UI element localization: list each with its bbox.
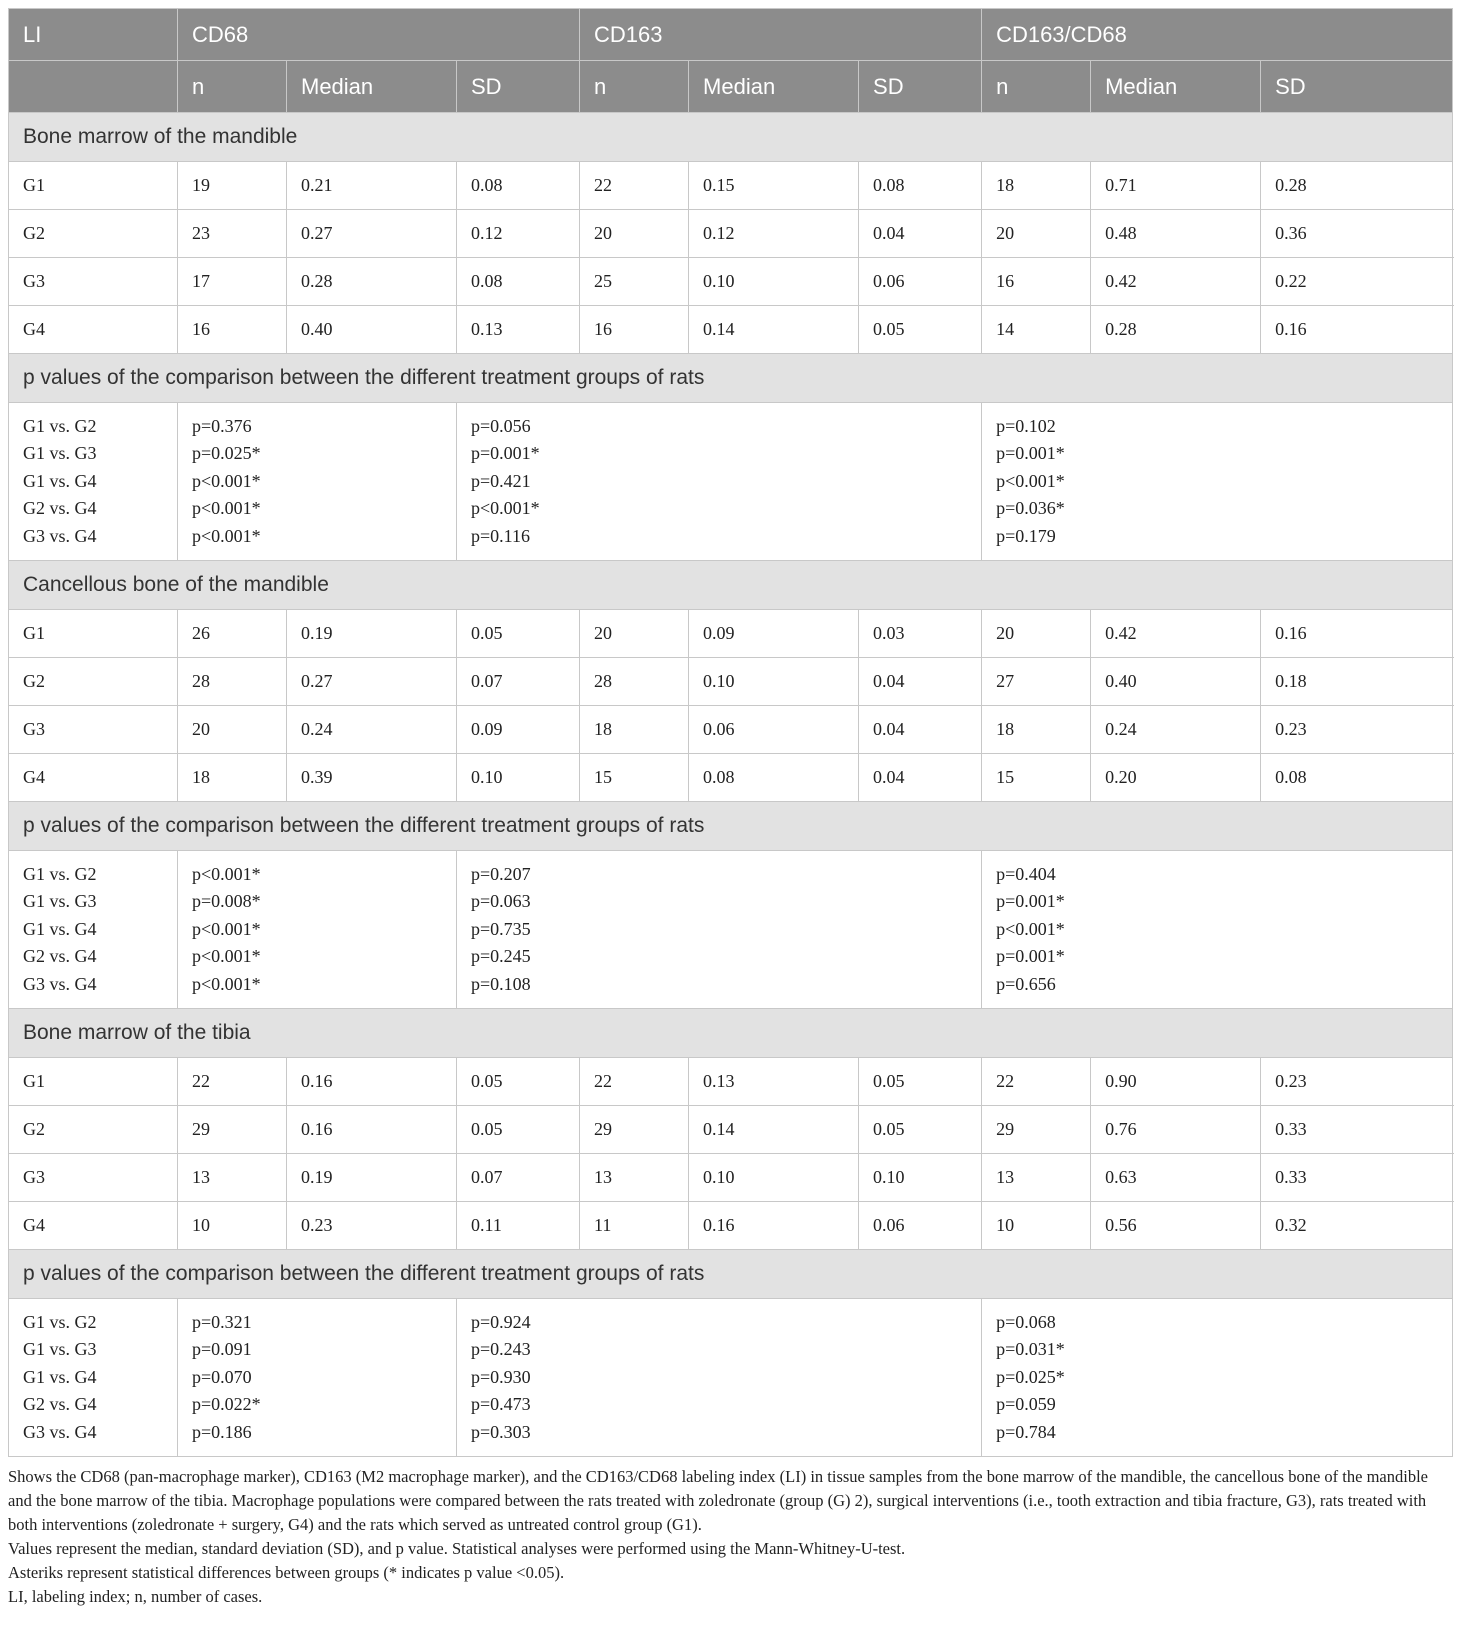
table-cell: 22 xyxy=(982,1058,1091,1106)
table-cell: 0.10 xyxy=(859,1154,982,1202)
table-cell: 0.07 xyxy=(457,658,580,706)
p-cd68-line: p=0.321 xyxy=(192,1311,252,1332)
p-cd163-line: p=0.473 xyxy=(471,1394,531,1415)
p-cd163-line: p=0.245 xyxy=(471,946,531,967)
p-ratio-line: p=0.102 xyxy=(996,415,1056,436)
table-cell: 0.09 xyxy=(689,610,859,658)
table-cell: 0.08 xyxy=(689,754,859,802)
table-cell: 18 xyxy=(982,706,1091,754)
header-n: n xyxy=(580,61,689,113)
table-row xyxy=(9,610,1453,658)
table-cell: 0.16 xyxy=(689,1202,859,1250)
table-cell: 0.13 xyxy=(689,1058,859,1106)
comparison-line: G2 vs. G4 xyxy=(23,498,97,519)
table-cell: 0.16 xyxy=(1261,306,1453,354)
table-cell: 0.14 xyxy=(689,306,859,354)
header-cd163-cd68: CD163/CD68 xyxy=(982,9,1453,61)
p-cd68-line: p<0.001* xyxy=(192,918,261,939)
p-cd68-line: p<0.001* xyxy=(192,863,261,884)
group-label: G2 xyxy=(9,1106,178,1154)
table-cell: 28 xyxy=(178,658,287,706)
p-ratio-line: p=0.068 xyxy=(996,1311,1056,1332)
table-cell: 0.10 xyxy=(457,754,580,802)
table-cell: 16 xyxy=(982,258,1091,306)
p-cd68-line: p=0.070 xyxy=(192,1366,252,1387)
p-cd163-line: p=0.063 xyxy=(471,891,531,912)
comparison-line: G3 vs. G4 xyxy=(23,973,97,994)
p-cd163-cell xyxy=(457,851,982,1009)
table-cell: 0.22 xyxy=(1261,258,1453,306)
comparison-line: G1 vs. G4 xyxy=(23,470,97,491)
p-cd163-line: p=0.001* xyxy=(471,443,540,464)
table-row xyxy=(9,754,1453,802)
table-cell: 0.14 xyxy=(689,1106,859,1154)
table-row xyxy=(9,162,1453,210)
table-cell: 0.39 xyxy=(287,754,457,802)
table-cell: 16 xyxy=(178,306,287,354)
header-median: Median xyxy=(1091,61,1261,113)
table-cell: 0.10 xyxy=(689,258,859,306)
table-cell: 0.16 xyxy=(287,1058,457,1106)
table-cell: 22 xyxy=(580,162,689,210)
header-median: Median xyxy=(689,61,859,113)
comparison-line: G1 vs. G3 xyxy=(23,443,97,464)
header-sd: SD xyxy=(1261,61,1453,113)
p-cd68-line: p=0.025* xyxy=(192,443,261,464)
table-cell: 19 xyxy=(178,162,287,210)
p-cd68-cell xyxy=(178,851,457,1009)
table-cell: 0.05 xyxy=(457,610,580,658)
header-row-subcolumns xyxy=(9,61,1453,113)
table-cell: 20 xyxy=(178,706,287,754)
table-cell: 29 xyxy=(982,1106,1091,1154)
table-cell: 0.05 xyxy=(859,1058,982,1106)
table-cell: 0.19 xyxy=(287,610,457,658)
table-row xyxy=(9,306,1453,354)
table-cell: 0.09 xyxy=(457,706,580,754)
comparison-line: G2 vs. G4 xyxy=(23,946,97,967)
p-ratio-line: p=0.025* xyxy=(996,1366,1065,1387)
table-cell: 14 xyxy=(982,306,1091,354)
table-cell: 13 xyxy=(982,1154,1091,1202)
p-cd68-line: p<0.001* xyxy=(192,973,261,994)
header-n: n xyxy=(178,61,287,113)
comparison-line: G1 vs. G4 xyxy=(23,918,97,939)
table-cell: 0.24 xyxy=(287,706,457,754)
table-cell: 0.20 xyxy=(1091,754,1261,802)
header-n: n xyxy=(982,61,1091,113)
table-cell: 20 xyxy=(982,210,1091,258)
table-cell: 0.76 xyxy=(1091,1106,1261,1154)
table-cell: 0.24 xyxy=(1091,706,1261,754)
group-label: G1 xyxy=(9,610,178,658)
p-cd163-cell xyxy=(457,1299,982,1457)
p-cd163-line: p=0.735 xyxy=(471,918,531,939)
p-ratio-line: p=0.036* xyxy=(996,498,1065,519)
table-cell: 0.12 xyxy=(689,210,859,258)
table-cell: 0.08 xyxy=(859,162,982,210)
table-row xyxy=(9,1106,1453,1154)
p-cd163-cell xyxy=(457,403,982,561)
comparison-line: G1 vs. G2 xyxy=(23,1311,97,1332)
p-ratio-cell xyxy=(982,403,1453,561)
header-cd163: CD163 xyxy=(580,9,982,61)
p-values-title: p values of the comparison between the different treatment groups of rats xyxy=(9,802,1453,851)
table-cell: 0.03 xyxy=(859,610,982,658)
table-cell: 0.13 xyxy=(457,306,580,354)
p-ratio-line: p=0.179 xyxy=(996,525,1056,546)
group-label: G4 xyxy=(9,1202,178,1250)
table-cell: 0.63 xyxy=(1091,1154,1261,1202)
table-cell: 0.08 xyxy=(457,162,580,210)
comparison-cell xyxy=(9,403,178,561)
header-median: Median xyxy=(287,61,457,113)
header-sd: SD xyxy=(457,61,580,113)
group-label: G1 xyxy=(9,1058,178,1106)
table-cell: 0.06 xyxy=(859,1202,982,1250)
footnote: LI, labeling index; n, number of cases. xyxy=(8,1587,263,1606)
table-cell: 0.71 xyxy=(1091,162,1261,210)
table-cell: 0.28 xyxy=(287,258,457,306)
p-values-row xyxy=(9,403,1453,561)
p-ratio-line: p=0.001* xyxy=(996,891,1065,912)
table-cell: 20 xyxy=(982,610,1091,658)
header-cd68: CD68 xyxy=(178,9,580,61)
p-cd163-line: p=0.421 xyxy=(471,470,531,491)
p-cd163-line: p=0.924 xyxy=(471,1311,531,1332)
p-cd68-cell xyxy=(178,1299,457,1457)
table-cell: 0.15 xyxy=(689,162,859,210)
section-header-row xyxy=(9,1009,1453,1058)
p-cd163-line: p=0.056 xyxy=(471,415,531,436)
table-cell: 0.11 xyxy=(457,1202,580,1250)
table-cell: 0.10 xyxy=(689,1154,859,1202)
p-values-header-row xyxy=(9,802,1453,851)
table-cell: 18 xyxy=(580,706,689,754)
p-ratio-line: p<0.001* xyxy=(996,918,1065,939)
table-cell: 15 xyxy=(982,754,1091,802)
section-title: Cancellous bone of the mandible xyxy=(9,561,1453,610)
table-cell: 10 xyxy=(982,1202,1091,1250)
table-cell: 22 xyxy=(580,1058,689,1106)
table-cell: 0.10 xyxy=(689,658,859,706)
table-cell: 0.04 xyxy=(859,210,982,258)
p-cd163-line: p=0.116 xyxy=(471,525,530,546)
p-cd68-line: p=0.022* xyxy=(192,1394,261,1415)
table-cell: 0.42 xyxy=(1091,258,1261,306)
table-cell: 0.33 xyxy=(1261,1154,1453,1202)
table-container xyxy=(8,8,1452,1609)
table-footnotes xyxy=(8,1465,1452,1609)
table-row xyxy=(9,258,1453,306)
comparison-line: G3 vs. G4 xyxy=(23,525,97,546)
table-cell: 0.23 xyxy=(1261,706,1453,754)
table-cell: 0.05 xyxy=(859,1106,982,1154)
p-cd68-line: p<0.001* xyxy=(192,470,261,491)
table-cell: 22 xyxy=(178,1058,287,1106)
table-row xyxy=(9,1154,1453,1202)
table-cell: 0.08 xyxy=(457,258,580,306)
section-title: Bone marrow of the mandible xyxy=(9,113,1453,162)
table-body xyxy=(9,113,1453,1457)
p-values-header-row xyxy=(9,354,1453,403)
comparison-line: G3 vs. G4 xyxy=(23,1421,97,1442)
comparison-cell xyxy=(9,1299,178,1457)
p-cd68-line: p=0.376 xyxy=(192,415,252,436)
table-cell: 28 xyxy=(580,658,689,706)
header-li: LI xyxy=(9,9,178,61)
table-cell: 26 xyxy=(178,610,287,658)
table-cell: 0.07 xyxy=(457,1154,580,1202)
section-header-row xyxy=(9,113,1453,162)
section-header-row xyxy=(9,561,1453,610)
table-cell: 0.05 xyxy=(457,1106,580,1154)
p-values-header-row xyxy=(9,1250,1453,1299)
header-sd: SD xyxy=(859,61,982,113)
table-cell: 0.42 xyxy=(1091,610,1261,658)
table-cell: 0.27 xyxy=(287,658,457,706)
p-values-row xyxy=(9,1299,1453,1457)
p-cd163-line: p=0.930 xyxy=(471,1366,531,1387)
table-cell: 0.05 xyxy=(457,1058,580,1106)
table-cell: 0.33 xyxy=(1261,1106,1453,1154)
table-cell: 0.40 xyxy=(287,306,457,354)
table-cell: 27 xyxy=(982,658,1091,706)
table-cell: 0.18 xyxy=(1261,658,1453,706)
results-table xyxy=(8,8,1453,1457)
p-ratio-line: p=0.784 xyxy=(996,1421,1056,1442)
table-cell: 0.56 xyxy=(1091,1202,1261,1250)
p-ratio-line: p=0.001* xyxy=(996,946,1065,967)
p-cd163-line: p=0.243 xyxy=(471,1339,531,1360)
table-cell: 0.16 xyxy=(287,1106,457,1154)
p-cd68-line: p=0.186 xyxy=(192,1421,252,1442)
p-ratio-cell xyxy=(982,851,1453,1009)
table-cell: 0.32 xyxy=(1261,1202,1453,1250)
comparison-line: G1 vs. G2 xyxy=(23,863,97,884)
footnote: Asteriks represent statistical differences between groups (* indicates p value <0.05). xyxy=(8,1563,565,1582)
group-label: G1 xyxy=(9,162,178,210)
p-ratio-line: p=0.404 xyxy=(996,863,1056,884)
table-cell: 13 xyxy=(178,1154,287,1202)
table-cell: 18 xyxy=(982,162,1091,210)
table-cell: 18 xyxy=(178,754,287,802)
group-label: G2 xyxy=(9,658,178,706)
comparison-cell xyxy=(9,851,178,1009)
table-cell: 0.28 xyxy=(1091,306,1261,354)
footnote: Values represent the median, standard deviation (SD), and p value. Statistical analyses were performed using the Mann-Whitney-U-test. xyxy=(8,1539,906,1558)
table-cell: 0.06 xyxy=(859,258,982,306)
table-cell: 15 xyxy=(580,754,689,802)
comparison-line: G1 vs. G3 xyxy=(23,1339,97,1360)
table-row xyxy=(9,1058,1453,1106)
table-cell: 17 xyxy=(178,258,287,306)
p-values-row xyxy=(9,851,1453,1009)
table-cell: 0.27 xyxy=(287,210,457,258)
table-cell: 13 xyxy=(580,1154,689,1202)
table-row xyxy=(9,1202,1453,1250)
group-label: G3 xyxy=(9,1154,178,1202)
p-cd68-line: p=0.008* xyxy=(192,891,261,912)
p-ratio-line: p<0.001* xyxy=(996,470,1065,491)
table-cell: 0.04 xyxy=(859,754,982,802)
table-cell: 0.19 xyxy=(287,1154,457,1202)
group-label: G4 xyxy=(9,754,178,802)
table-row xyxy=(9,210,1453,258)
table-cell: 25 xyxy=(580,258,689,306)
p-ratio-line: p=0.001* xyxy=(996,443,1065,464)
table-cell: 0.23 xyxy=(287,1202,457,1250)
table-cell: 20 xyxy=(580,610,689,658)
p-cd68-line: p<0.001* xyxy=(192,525,261,546)
group-label: G2 xyxy=(9,210,178,258)
table-cell: 10 xyxy=(178,1202,287,1250)
p-cd163-line: p=0.207 xyxy=(471,863,531,884)
table-cell: 0.04 xyxy=(859,658,982,706)
p-ratio-line: p=0.031* xyxy=(996,1339,1065,1360)
header-empty xyxy=(9,61,178,113)
table-cell: 0.12 xyxy=(457,210,580,258)
table-cell: 16 xyxy=(580,306,689,354)
p-cd68-line: p<0.001* xyxy=(192,498,261,519)
header-row-groups xyxy=(9,9,1453,61)
comparison-line: G1 vs. G4 xyxy=(23,1366,97,1387)
p-ratio-line: p=0.656 xyxy=(996,973,1056,994)
p-cd68-cell xyxy=(178,403,457,561)
p-ratio-cell xyxy=(982,1299,1453,1457)
table-cell: 0.23 xyxy=(1261,1058,1453,1106)
table-cell: 0.90 xyxy=(1091,1058,1261,1106)
p-values-title: p values of the comparison between the different treatment groups of rats xyxy=(9,354,1453,403)
p-cd163-line: p=0.108 xyxy=(471,973,531,994)
p-ratio-line: p=0.059 xyxy=(996,1394,1056,1415)
table-cell: 29 xyxy=(178,1106,287,1154)
table-cell: 0.08 xyxy=(1261,754,1453,802)
table-cell: 0.48 xyxy=(1091,210,1261,258)
group-label: G3 xyxy=(9,258,178,306)
table-cell: 0.05 xyxy=(859,306,982,354)
table-row xyxy=(9,658,1453,706)
comparison-line: G1 vs. G2 xyxy=(23,415,97,436)
footnote: Shows the CD68 (pan-macrophage marker), CD163 (M2 macrophage marker), and the CD163/CD68 labeling index (LI) in tissue samples from the bone marrow of the mandible, the cancellous bone of the mandible and the bone marrow of the tibia. Macrophage populations were compared between the rats treated with zoledronate (group (G) 2), surgical interventions (i.e., tooth extraction and tibia fracture, G3), rats treated with both interventions (zoledronate + surgery, G4) and the rats which served as untreated control group (G1). xyxy=(8,1467,1428,1534)
table-cell: 0.28 xyxy=(1261,162,1453,210)
table-cell: 0.40 xyxy=(1091,658,1261,706)
table-cell: 29 xyxy=(580,1106,689,1154)
group-label: G3 xyxy=(9,706,178,754)
comparison-line: G2 vs. G4 xyxy=(23,1394,97,1415)
p-cd68-line: p=0.091 xyxy=(192,1339,252,1360)
comparison-line: G1 vs. G3 xyxy=(23,891,97,912)
p-cd163-line: p=0.303 xyxy=(471,1421,531,1442)
table-cell: 20 xyxy=(580,210,689,258)
section-title: Bone marrow of the tibia xyxy=(9,1009,1453,1058)
p-cd68-line: p<0.001* xyxy=(192,946,261,967)
table-cell: 0.06 xyxy=(689,706,859,754)
table-cell: 11 xyxy=(580,1202,689,1250)
table-cell: 0.16 xyxy=(1261,610,1453,658)
table-cell: 23 xyxy=(178,210,287,258)
table-cell: 0.04 xyxy=(859,706,982,754)
p-cd163-line: p<0.001* xyxy=(471,498,540,519)
p-values-title: p values of the comparison between the different treatment groups of rats xyxy=(9,1250,1453,1299)
table-cell: 0.36 xyxy=(1261,210,1453,258)
group-label: G4 xyxy=(9,306,178,354)
table-row xyxy=(9,706,1453,754)
table-cell: 0.21 xyxy=(287,162,457,210)
